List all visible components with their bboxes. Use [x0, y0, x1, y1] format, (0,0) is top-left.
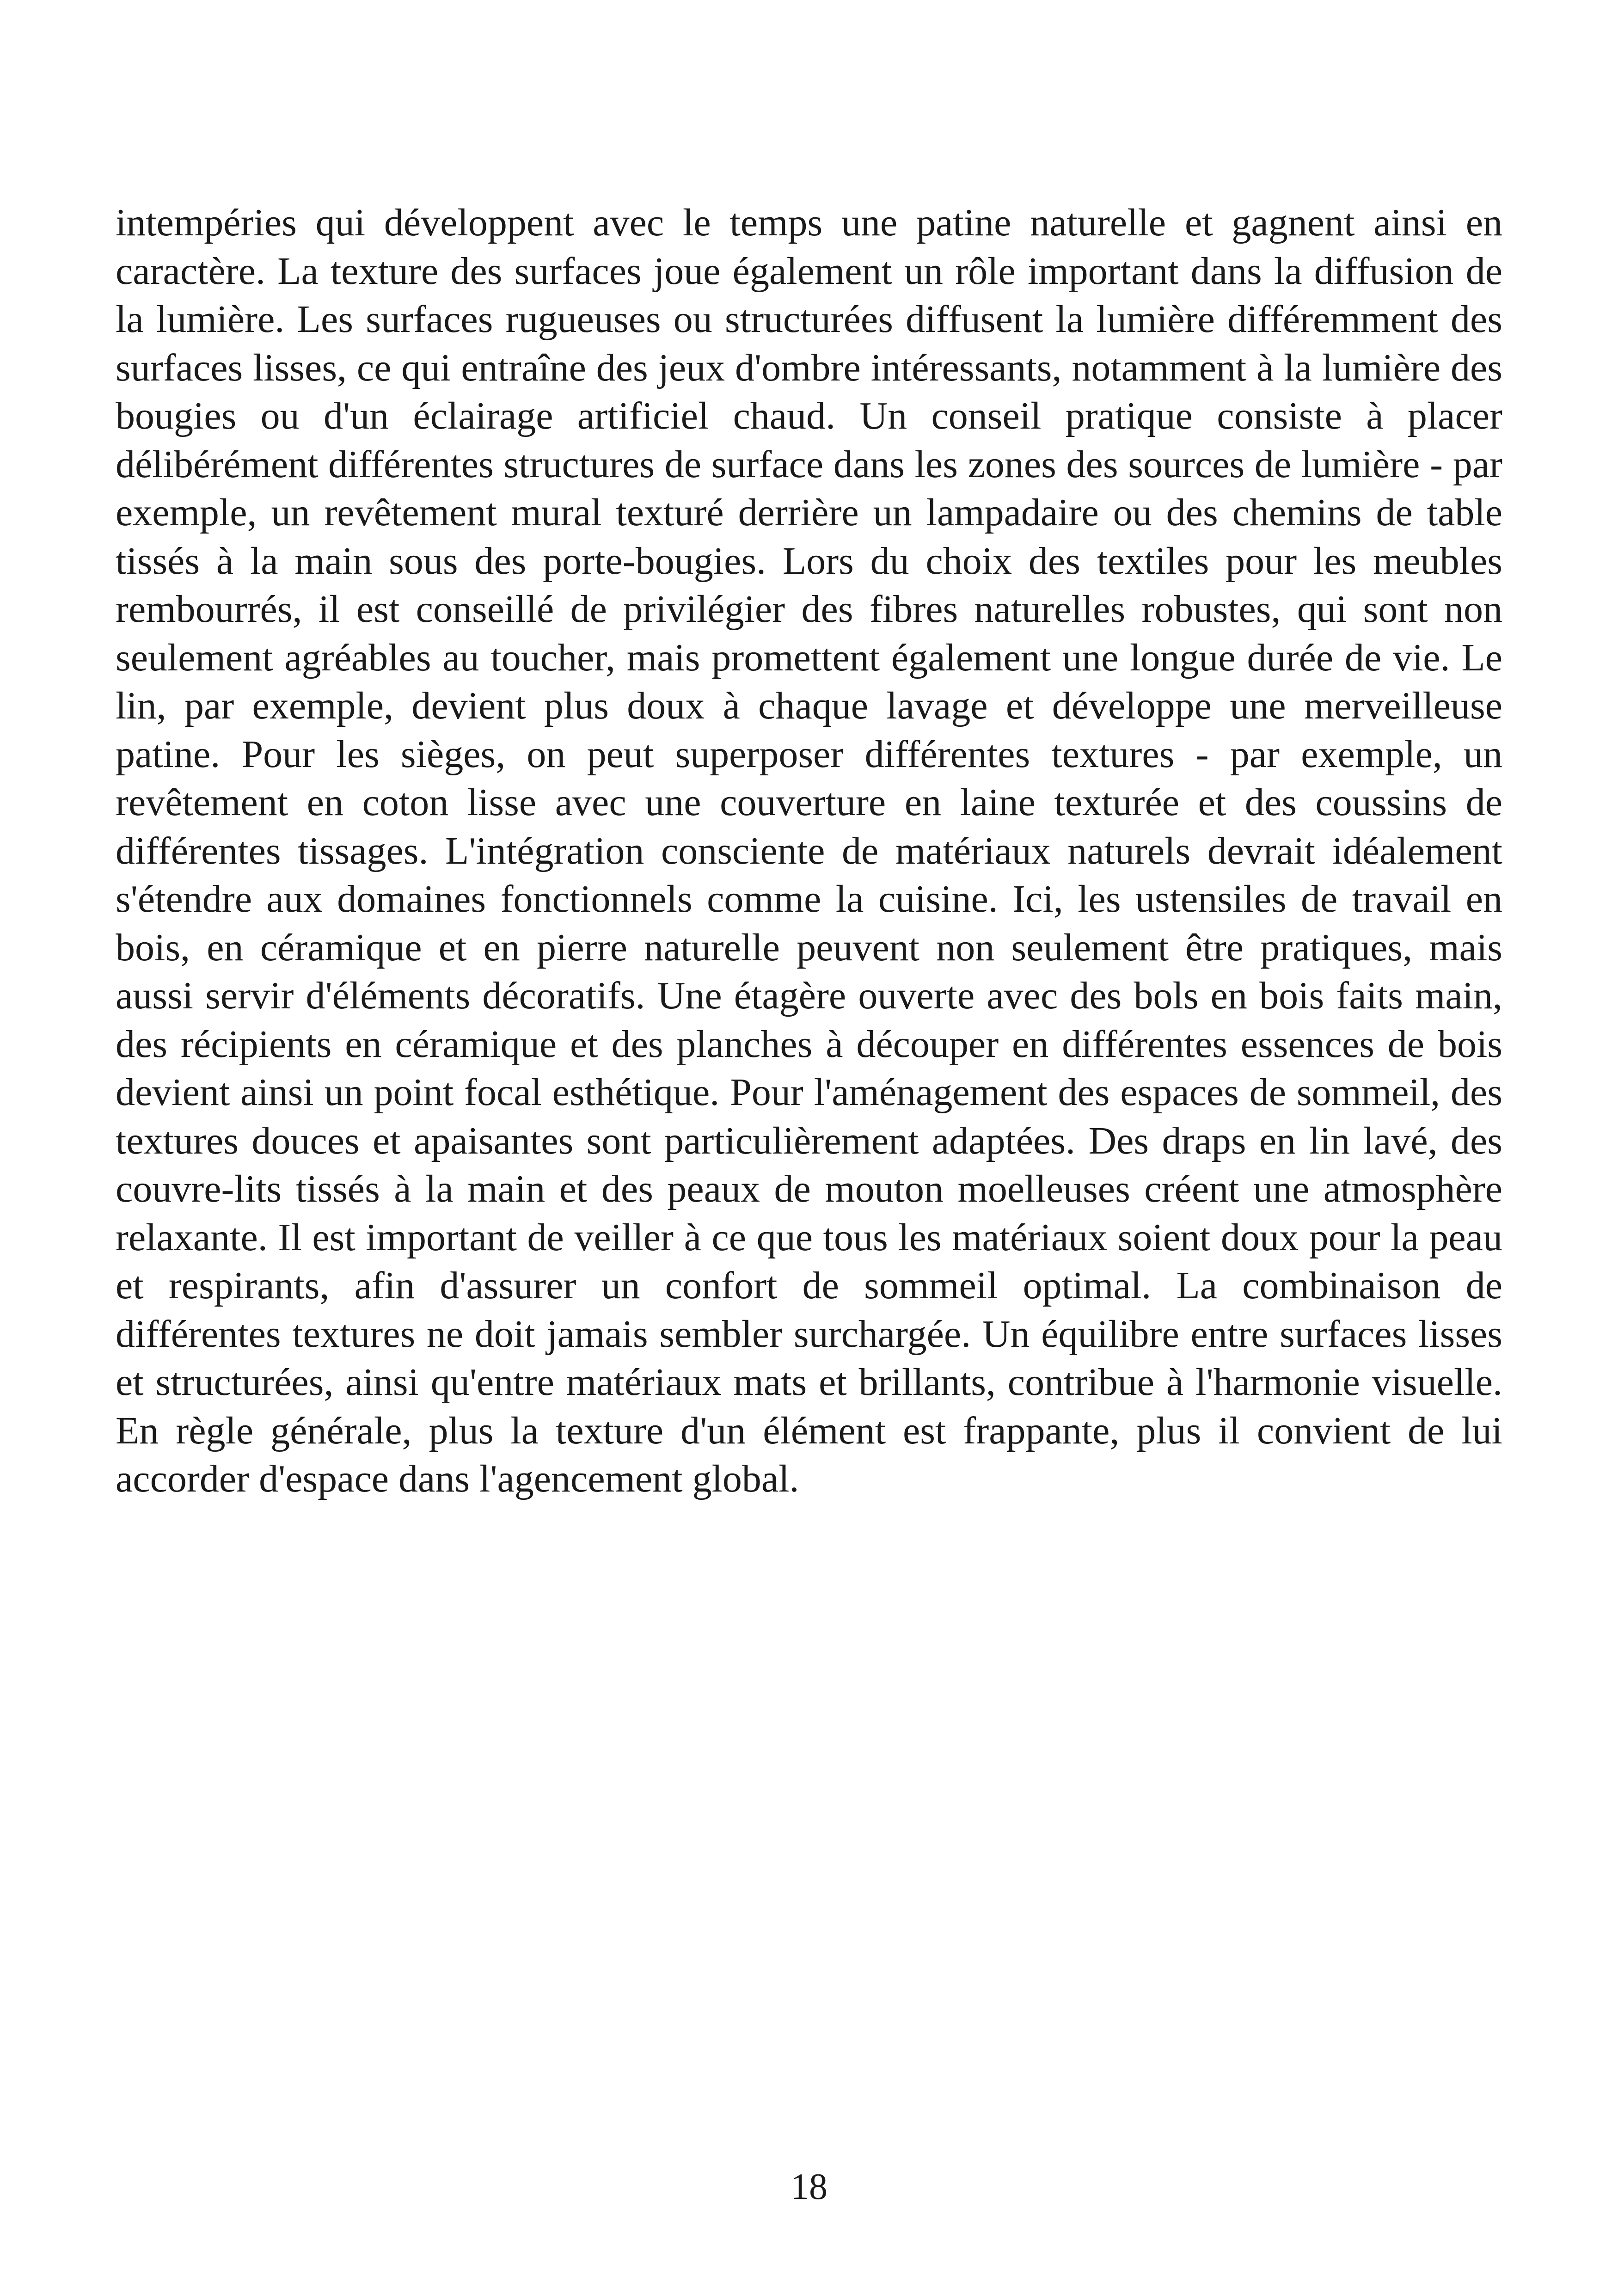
page-number: 18 [791, 2167, 827, 2207]
body-paragraph: intempéries qui développent avec le temps une patine naturelle et gagnent ainsi en caractère. La texture des surfaces joue également un rôle important dans la diffusion de la lumière. Les surfaces rugueuses ou structurées diffusent la lumière différemment des surfaces lisses, ce qui entraîne des jeux d'ombre intéressants, notamment à la lumière des bougies ou d'un éclairage artificiel chaud. Un conseil pratique consiste à placer délibérément différentes structures de surface dans les zones des sources de lumière - par exemple, un revêtement mural texturé derrière un lampadaire ou des chemins de table tissés à la main sous des porte-bougies. Lors du choix des textiles pour les meubles rembourrés, il est conseillé de privilégier des fibres naturelles robustes, qui sont non seulement agréables au toucher, mais promettent également une longue durée de vie. Le lin, par exemple, devient plus doux à chaque lavage et développe une merveilleuse patine. Pour les sièges, on peut superposer différentes textures - par exemple, un revêtement en coton lisse avec une couverture en laine texturée et des coussins de différentes tissages. L'intégration consciente de matériaux naturels devrait idéalement s'étendre aux domaines fonctionnels comme la cuisine. Ici, les ustensiles de travail en bois, en céramique et en pierre naturelle peuvent non seulement être pratiques, mais aussi servir d'éléments décoratifs. Une étagère ouverte avec des bols en bois faits main, des récipients en céramique et des planches à découper en différentes essences de bois devient ainsi un point focal esthétique. Pour l'aménagement des espaces de sommeil, des textures douces et apaisantes sont particulièrement adaptées. Des draps en lin lavé, des couvre-lits tissés à la main et des peaux de mouton moelleuses créent une atmosphère relaxante. Il est important de veiller à ce que tous les matériaux soient doux pour la peau et respirants, afin d'assurer un confort de sommeil optimal. La combinaison de différentes textures ne doit jamais sembler surchargée. Un équilibre entre surfaces lisses et structurées, ainsi qu'entre matériaux mats et brillants, contribue à l'harmonie visuelle. En règle générale, plus la texture d'un élément est frappante, plus il convient de lui accorder d'espace dans l'agencement global. [116, 201, 1502, 1500]
